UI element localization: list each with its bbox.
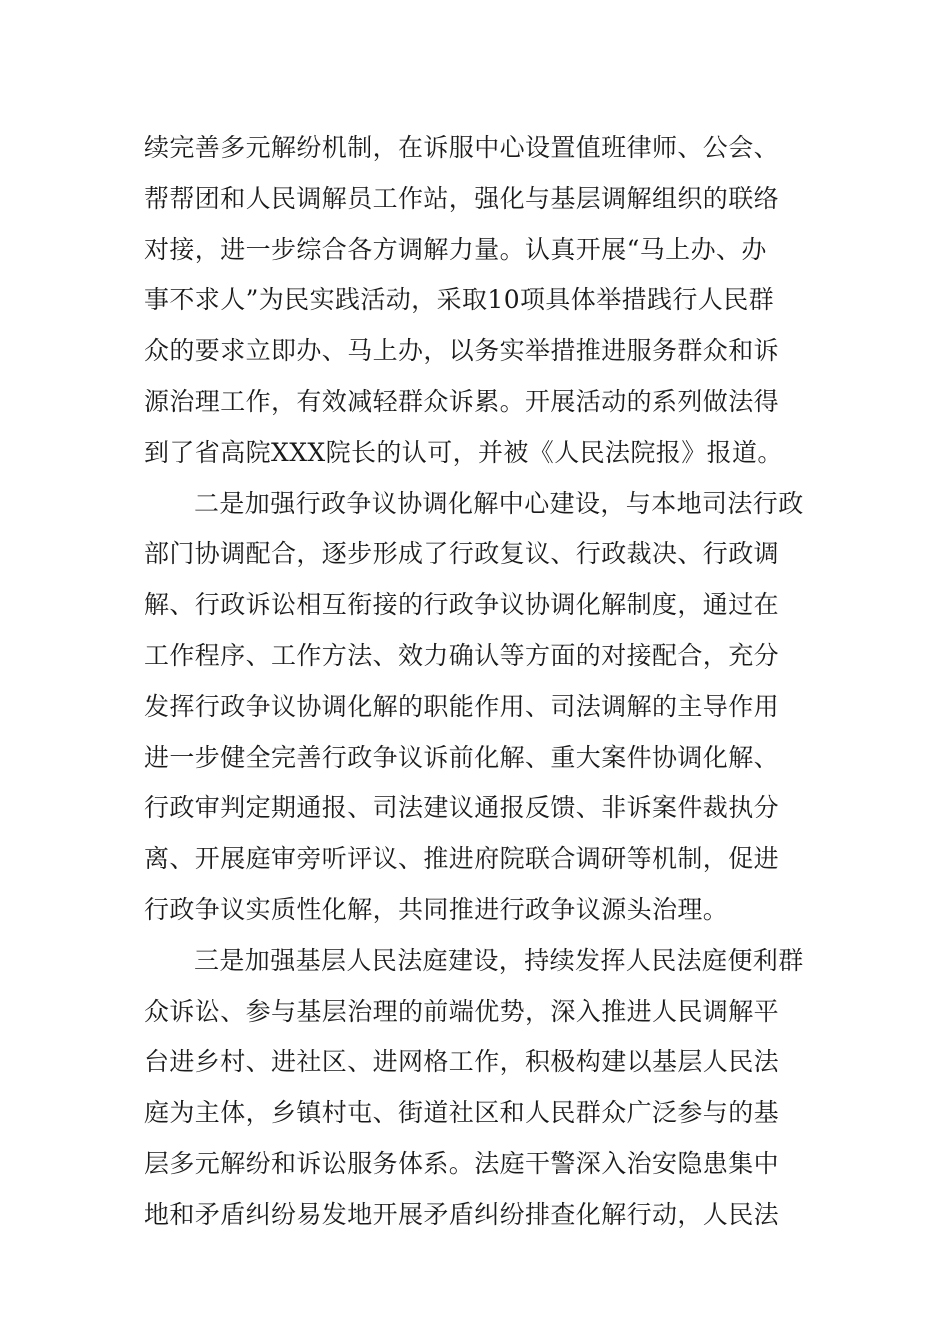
text-line: 源治理工作，有效减轻群众诉累。开展活动的系列做法得	[144, 386, 780, 416]
paragraph-start-line: 二是加强行政争议协调化解中心建设，与本地司法行政	[194, 488, 804, 518]
text-line: 行政审判定期通报、司法建议通报反馈、非诉案件裁执分	[144, 793, 780, 823]
text-line: 地和矛盾纠纷易发地开展矛盾纠纷排查化解行动，人民法	[144, 1199, 780, 1229]
text-line: 进一步健全完善行政争议诉前化解、重大案件协调化解、	[144, 742, 780, 772]
paragraph-start-line: 三是加强基层人民法庭建设，持续发挥人民法庭便利群	[194, 945, 804, 975]
text-line: 工作程序、工作方法、效力确认等方面的对接配合，充分	[144, 640, 780, 670]
text-line: 台进乡村、进社区、进网格工作，积极构建以基层人民法	[144, 1047, 780, 1077]
text-line: 离、开展庭审旁听评议、推进府院联合调研等机制，促进	[144, 844, 780, 874]
text-line: 到了省高院XXX院长的认可，并被《人民法院报》报道。	[144, 437, 783, 467]
body-text	[144, 123, 824, 1241]
text-line: 续完善多元解纷机制，在诉服中心设置值班律师、公会、	[144, 133, 780, 162]
text-line: 行政争议实质性化解，共同推进行政争议源头治理。	[144, 894, 729, 924]
text-line: 发挥行政争议协调化解的职能作用、司法调解的主导作用	[144, 691, 780, 721]
text-line: 众的要求立即办、马上办，以务实举措推进服务群众和诉	[144, 336, 780, 366]
text-line: 庭为主体，乡镇村屯、街道社区和人民群众广泛参与的基	[144, 1098, 780, 1128]
text-line: 帮帮团和人民调解员工作站，强化与基层调解组织的联络	[144, 183, 780, 213]
text-line: 对接，进一步综合各方调解力量。认真开展“马上办、办	[144, 234, 767, 264]
text-line: 解、行政诉讼相互衔接的行政争议协调化解制度，通过在	[144, 590, 780, 620]
text-line: 众诉讼、参与基层治理的前端优势，深入推进人民调解平	[144, 996, 780, 1026]
text-line: 事不求人”为民实践活动，采取10项具体举措践行人民群	[144, 285, 774, 315]
text-line: 部门协调配合，逐步形成了行政复议、行政裁决、行政调	[144, 539, 780, 569]
text-line: 层多元解纷和诉讼服务体系。法庭干警深入治安隐患集中	[144, 1148, 780, 1178]
